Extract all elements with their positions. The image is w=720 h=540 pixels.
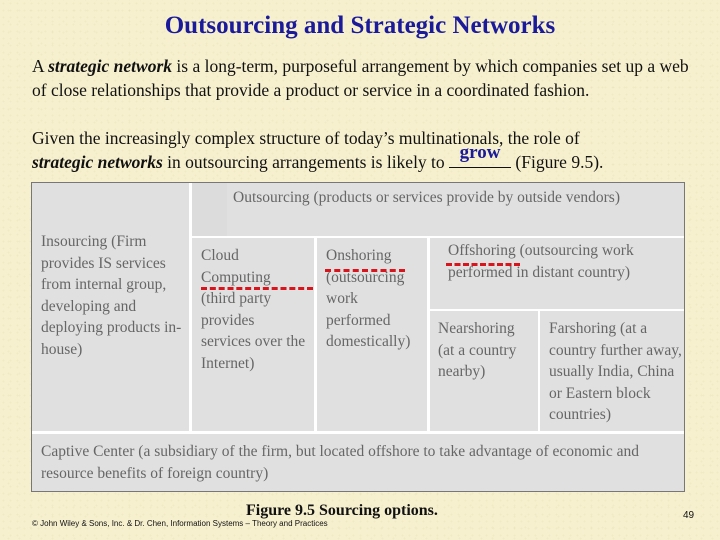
definition-paragraph	[32, 54, 692, 102]
offshoring-cell: Offshoring (outsourcing work performed in distant country)	[430, 238, 684, 309]
offshoring-highlight-mark	[446, 263, 520, 266]
sourcing-options-figure	[31, 182, 685, 492]
divider	[189, 236, 684, 238]
divider	[189, 183, 192, 434]
fill-in-blank	[449, 142, 511, 168]
captive-center-cell: Captive Center (a subsidiary of the firm, but located offshore to take advantage of economic and resource benefits of foreign country)	[32, 434, 684, 491]
nearshoring-cell: Nearshoring (at a country nearby)	[430, 311, 538, 431]
divider	[427, 238, 430, 434]
figure-caption: Figure 9.5 Sourcing options.	[246, 502, 438, 519]
copyright-footer: © John Wiley & Sons, Inc. & Dr. Chen, Information Systems – Theory and Practices	[32, 519, 328, 528]
divider	[538, 311, 540, 434]
onshoring-highlight-mark	[325, 269, 405, 272]
divider	[32, 431, 684, 434]
slide-title: Outsourcing and Strategic Networks	[164, 12, 556, 39]
page-number: 49	[683, 510, 695, 521]
outsourcing-cell: Outsourcing (products or services provide by outside vendors)	[227, 183, 684, 236]
onshoring-cell: Onshoring (outsourcing work performed domestically)	[317, 238, 427, 431]
networks-mid-text: in outsourcing arrangements is likely to	[162, 152, 450, 172]
farshoring-cell: Farshoring (at a country further away, usually India, China or Eastern block countries)	[540, 311, 684, 431]
definition-prefix: A	[32, 56, 49, 76]
cloud-highlight-mark	[201, 287, 313, 290]
definition-text: is a long-term, purposeful arrangement by which companies set up a web of close relationships that provide a product or service in a coordinated fashion.	[32, 56, 689, 100]
divider	[430, 309, 684, 311]
networks-text: Given the increasingly complex structure of today’s multinationals, the role of	[32, 128, 580, 148]
networks-paragraph	[32, 126, 692, 174]
keyword-strategic-networks: strategic networks	[32, 152, 163, 172]
figure-reference: (Figure 9.5).	[511, 152, 604, 172]
divider	[314, 238, 317, 434]
keyword-strategic-network: strategic network	[48, 56, 173, 76]
blank-answer: grow	[459, 142, 501, 163]
insourcing-cell: Insourcing (Firm provides IS services from internal group, developing and deploying products in-house)	[32, 183, 189, 431]
cloud-computing-cell: Cloud Computing (third party provides services over the Internet)	[192, 238, 314, 431]
